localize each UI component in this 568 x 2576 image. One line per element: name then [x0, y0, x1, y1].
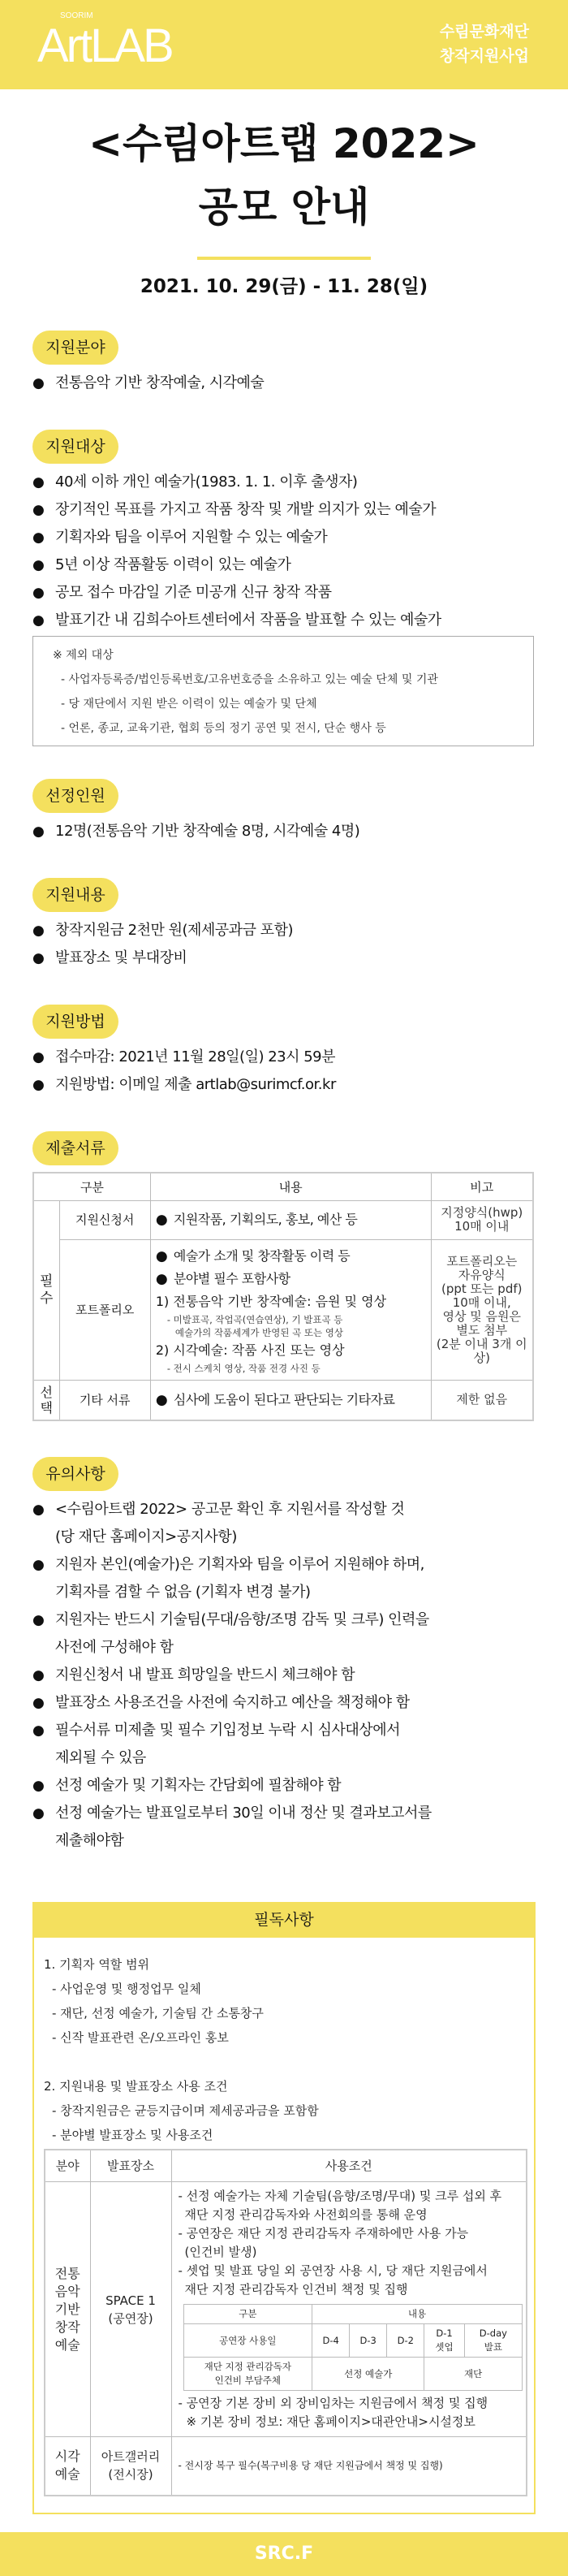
list-item-line: ● 발표장소 사용조건을 사전에 숙지하고 예산을 책정해야 함 — [55, 1694, 410, 1711]
list-item-line: (당 재단 홈페이지>공지사항) — [55, 1528, 237, 1545]
field-name: 예술 — [54, 2466, 80, 2483]
subsection-title: 1. 기획자 역할 범위 — [44, 1957, 150, 1972]
logo-small: SOORIM — [60, 11, 93, 20]
list-item-line: ● 필수서류 미제출 및 필수 기입정보 누락 시 심사대상에서 — [55, 1722, 400, 1739]
exclusion-item: - 언론, 종교, 교육기관, 협회 등의 정기 공연 및 전시, 단순 행사 등 — [61, 722, 386, 735]
doc-content: ● 예술가 소개 및 창작활동 이력 등 — [156, 1245, 426, 1268]
doc-note: 10매 이내, — [452, 1294, 511, 1310]
exclusion-item: - 당 재단에서 지원 받은 이력이 있는 예술가 및 단체 — [61, 698, 317, 711]
table-header: 비고 — [431, 1173, 533, 1200]
condition-text: 재단 지정 관리감독자와 사전회의를 통해 운영 — [184, 2207, 428, 2222]
doc-note: 영상 및 음원은 — [442, 1308, 521, 1324]
list-item — [32, 1800, 534, 1855]
list-item — [32, 1717, 534, 1772]
table-row — [33, 1380, 533, 1420]
list-item-line: ● 선정 예술가는 발표일로부터 30일 이내 정산 및 결과보고서를 — [55, 1804, 432, 1822]
list-item: ● 창작지원금 2천만 원(제세공과금 포함) — [32, 917, 534, 944]
list-item-line: ● <수림아트랩 2022> 공고문 확인 후 지원서를 작성할 것 — [55, 1501, 405, 1518]
exclusion-item: - 사업자등록증/법인등록번호/고유번호증을 소유하고 있는 예술 단체 및 기관 — [61, 673, 438, 686]
venue-name: SPACE 1 — [105, 2293, 156, 2308]
list-item-line: ● 선정 예술가 및 기획자는 간담회에 필참해야 함 — [55, 1777, 342, 1794]
day-cell: D-4 — [312, 2324, 350, 2358]
exclusion-box — [32, 636, 534, 746]
day-cell: D-3 — [350, 2324, 387, 2358]
doc-name: 기타 서류 — [59, 1380, 150, 1420]
organization-name — [440, 19, 529, 68]
table-row — [45, 2437, 527, 2496]
condition-text: - 공연장은 재단 지정 관리감독자 주재하에만 사용 가능 — [178, 2226, 469, 2241]
day-cell: D-day — [479, 2327, 507, 2339]
list-item: - 재단, 선정 예술가, 기술팀 간 소통창구 — [52, 2006, 264, 2021]
doc-sub: 예술가의 작품세계가 반영된 곡 또는 영상 — [174, 1326, 343, 1338]
list-item: ● 기획자와 팀을 이루어 지원할 수 있는 예술가 — [32, 524, 534, 551]
list-item: ● 전통음악 기반 창작예술, 시각예술 — [32, 370, 534, 397]
field-name: 음악 — [54, 2283, 80, 2299]
condition-text: - 전시장 복구 필수(복구비용 당 재단 지원금에서 책정 및 집행) — [171, 2437, 527, 2496]
schedule-table — [183, 2304, 523, 2391]
section-label: 유의사항 — [32, 1457, 118, 1491]
list-item: - 창작지원금은 균등지급이며 제세공과금을 포함함 — [52, 2103, 319, 2118]
footer-brand: SRC.F — [0, 2532, 568, 2576]
day-cell: 발표 — [484, 2341, 502, 2353]
field-name: 전통 — [54, 2265, 80, 2281]
doc-note: 10매 이내 — [454, 1219, 510, 1234]
subsection-title: 2. 지원내용 및 발표장소 사용 조건 — [44, 2079, 228, 2094]
title-line1: <수림아트랩 2022> — [88, 120, 480, 167]
email-info: ● 지원방법: 이메일 제출 artlab@surimcf.or.kr — [32, 1071, 534, 1099]
venue-name: 아트갤러리 — [101, 2449, 161, 2465]
logo-text: ArtLAB — [37, 19, 172, 72]
doc-name: 지원신청서 — [59, 1200, 150, 1239]
doc-note: 포트폴리오는 — [446, 1253, 518, 1269]
must-read-box — [32, 1902, 536, 2514]
list-item-line: 기획자를 겸할 수 없음 (기획자 변경 불가) — [55, 1584, 311, 1601]
doc-note: (2분 이내 3개 이상) — [436, 1336, 527, 1365]
list-item — [32, 1662, 534, 1689]
list-item — [32, 1496, 534, 1551]
documents-table — [32, 1172, 534, 1421]
section-support — [0, 845, 568, 972]
list-item-line: ● 지원자 본인(예술가)은 기획자와 팀을 이루어 지원해야 하며, — [55, 1556, 424, 1573]
list-item-line: 제출해야함 — [55, 1832, 124, 1849]
table-header: 사용조건 — [171, 2150, 527, 2182]
section-label: 지원방법 — [32, 1005, 118, 1039]
exclusion-title: ※ 제외 대상 — [53, 649, 114, 662]
list-item — [32, 1606, 534, 1662]
list-item: ● 장기적인 목표를 가지고 작품 창작 및 개발 의지가 있는 예술가 — [32, 496, 534, 524]
day-cell: D-2 — [387, 2324, 424, 2358]
inner-label: 공연장 사용일 — [183, 2324, 312, 2358]
section-label: 지원분야 — [32, 331, 118, 365]
table-header: 구분 — [33, 1173, 150, 1200]
list-item — [32, 1551, 534, 1606]
doc-content: 2) 시각예술: 작품 사진 또는 영상 — [155, 1342, 345, 1358]
list-item-line: 제외될 수 있음 — [55, 1749, 146, 1766]
section-documents — [0, 1099, 568, 1421]
list-item: ● 12명(전통음악 기반 창작예술 8명, 시각예술 4명) — [32, 818, 534, 845]
condition-text: (인건비 발생) — [184, 2245, 257, 2259]
condition-text: ※ 기본 장비 정보: 재단 홈페이지>대관안내>시설정보 — [186, 2414, 475, 2429]
doc-note: 제한 없음 — [431, 1380, 533, 1420]
must-read-title: 필독사항 — [34, 1902, 534, 1938]
field-name: 예술 — [54, 2336, 80, 2353]
section-label: 선정인원 — [32, 779, 118, 813]
doc-content: 1) 전통음악 기반 창작예술: 음원 및 영상 — [155, 1293, 387, 1309]
section-label: 제출서류 — [32, 1131, 118, 1165]
list-item-line: 사전에 구성해야 함 — [55, 1639, 174, 1656]
section-selection — [0, 746, 568, 845]
day-cell: 셋업 — [435, 2341, 454, 2353]
divider — [197, 257, 371, 260]
day-cell: D-1 — [436, 2327, 453, 2339]
doc-sub: - 미발표곡, 작업곡(연습연상), 기 발표곡 등 — [166, 1313, 343, 1325]
list-item: ● 40세 이하 개인 예술가(1983. 1. 1. 이후 출생자) — [32, 469, 534, 496]
list-item: ● 발표기간 내 김희수아트센터에서 작품을 발표할 수 있는 예술가 — [32, 607, 534, 634]
list-item-line: ● 지원신청서 내 발표 희망일을 반드시 체크해야 함 — [55, 1666, 355, 1683]
list-item: - 사업운영 및 행정업무 일체 — [52, 1982, 201, 1996]
title-line2: 공모 안내 — [198, 184, 370, 231]
doc-content: ● 심사에 도움이 된다고 판단되는 기타자료 — [156, 1389, 426, 1411]
table-header: 분야 — [45, 2150, 90, 2182]
doc-note: 자유양식 — [458, 1267, 506, 1282]
section-target — [0, 397, 568, 746]
section-notes — [0, 1421, 568, 1855]
section-method — [0, 972, 568, 1099]
list-item: ● 발표장소 및 부대장비 — [32, 944, 534, 972]
table-header: 내용 — [150, 1173, 431, 1200]
inner-label: 인건비 부담주체 — [214, 2375, 282, 2386]
inner-value: 재단 — [424, 2358, 523, 2391]
condition-text: 재단 지정 관리감독자 인건비 책정 및 집행 — [184, 2282, 408, 2297]
page-title — [0, 112, 568, 239]
table-row — [45, 2182, 527, 2437]
table-row — [33, 1200, 533, 1239]
inner-value: 선정 예술가 — [312, 2358, 424, 2391]
doc-content: ● 분야별 필수 포함사항 — [156, 1268, 426, 1290]
artlab-logo — [37, 11, 172, 71]
list-item-line: ● 지원자는 반드시 기술팀(무대/음향/조명 감독 및 크루) 인력을 — [55, 1611, 429, 1628]
inner-label: 재단 지정 관리감독자 — [204, 2361, 291, 2372]
doc-name: 포트폴리오 — [59, 1239, 150, 1380]
doc-content: ● 지원작품, 기획의도, 홍보, 예산 등 — [156, 1208, 426, 1231]
doc-sub: - 전시 스케치 영상, 작품 전경 사진 등 — [166, 1362, 321, 1374]
doc-note: (ppt 또는 pdf) — [441, 1281, 523, 1296]
field-name: 시각 — [54, 2448, 80, 2465]
list-item: - 분야별 발표장소 및 사용조건 — [52, 2128, 213, 2142]
list-item — [32, 1772, 534, 1800]
inner-header: 구분 — [183, 2305, 312, 2324]
header-banner — [0, 0, 568, 89]
org-line2: 창작지원사업 — [439, 47, 529, 65]
list-item — [32, 1689, 534, 1717]
doc-note: 별도 첨부 — [456, 1322, 508, 1338]
required-label: 필수 — [40, 1273, 54, 1307]
optional-label: 선택 — [40, 1384, 53, 1416]
inner-header: 내용 — [312, 2305, 523, 2324]
table-row — [33, 1239, 533, 1380]
list-item: ● 공모 접수 마감일 기준 미공개 신규 창작 작품 — [32, 579, 534, 607]
doc-note: 지정양식(hwp) — [441, 1205, 523, 1220]
period-date: 2021. 10. 29(금) - 11. 28(일) — [140, 276, 428, 297]
field-name: 창작 — [54, 2319, 80, 2335]
list-item: ● 5년 이상 작품활동 이력이 있는 예술가 — [32, 551, 534, 579]
list-item: - 신작 발표관련 온/오프라인 홍보 — [52, 2030, 229, 2045]
condition-text: - 공연장 기본 장비 외 장비임차는 지원금에서 책정 및 집행 — [178, 2396, 488, 2410]
condition-text: - 선정 예술가는 자체 기술팀(음향/조명/무대) 및 크루 섭외 후 — [178, 2189, 502, 2203]
section-label: 지원대상 — [32, 430, 118, 464]
section-label: 지원내용 — [32, 878, 118, 912]
venue-name: (전시장) — [108, 2467, 153, 2483]
condition-text: - 셋업 및 발표 당일 외 공연장 사용 시, 당 재단 지원금에서 — [178, 2263, 488, 2278]
venue-name: (공연장) — [108, 2310, 153, 2326]
org-line1: 수림문화재단 — [439, 23, 529, 41]
section-field — [0, 298, 568, 397]
list-item: ● 접수마감: 2021년 11월 28일(일) 23시 59분 — [32, 1044, 534, 1071]
table-header: 발표장소 — [90, 2150, 171, 2182]
venue-table — [44, 2149, 527, 2496]
field-name: 기반 — [54, 2301, 80, 2317]
